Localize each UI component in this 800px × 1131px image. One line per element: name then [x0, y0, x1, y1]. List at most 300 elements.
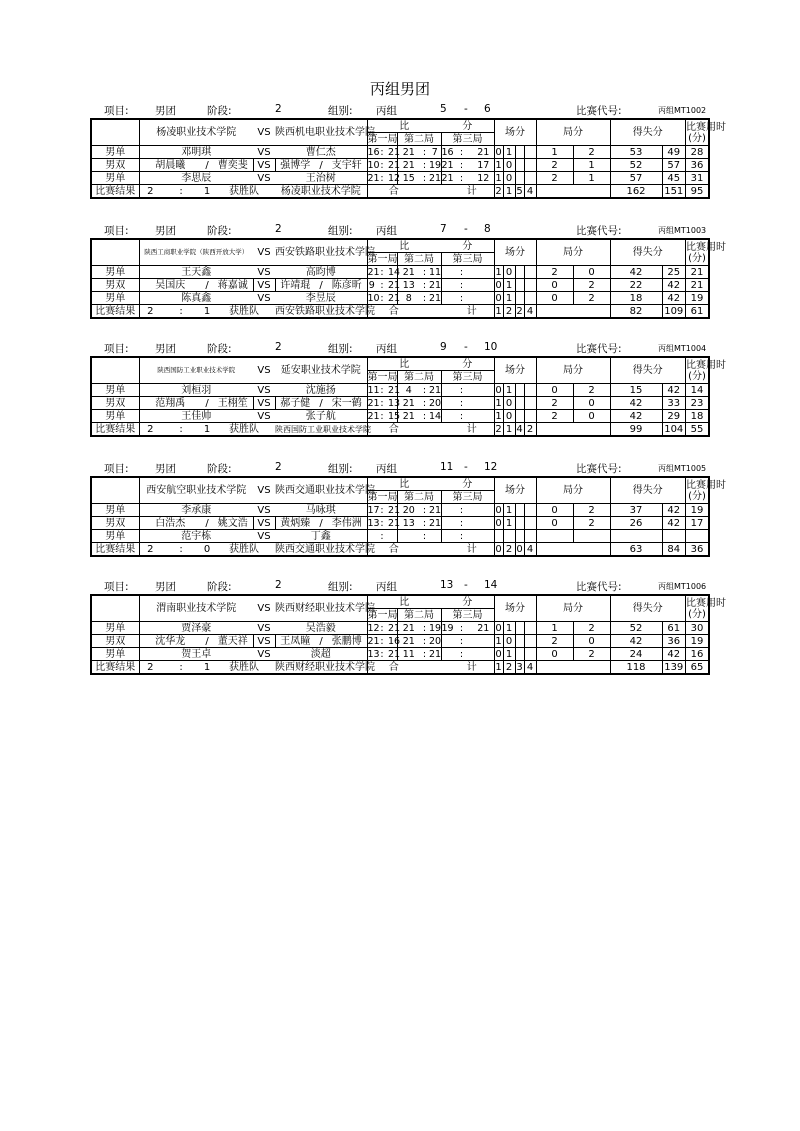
player-b1: 李昱辰 [275, 292, 367, 305]
total-spacer [536, 423, 610, 437]
points-a: 42 [610, 397, 662, 410]
field-score-empty [524, 648, 536, 661]
group-value: 丙组 [376, 105, 397, 117]
result-b: 0 [201, 543, 213, 557]
result-b: 1 [201, 661, 213, 675]
points-header: 得失分 [610, 477, 686, 504]
player-b1: 张子航 [275, 410, 367, 423]
colon: : [420, 292, 429, 305]
vs-label: VS [253, 595, 275, 622]
g1-score-a: 21 [367, 635, 380, 647]
time-cell: 21 [686, 279, 710, 292]
game-score-a: 2 [536, 172, 573, 185]
total-time: 36 [686, 543, 710, 557]
colon: : [376, 279, 388, 292]
total-field-a: 1 [495, 305, 502, 317]
total-spacer [536, 661, 610, 675]
field-score-b [503, 530, 515, 543]
slash: / [201, 635, 213, 648]
colon: : [420, 384, 429, 397]
field-score-empty [524, 530, 536, 543]
points-b: 57 [662, 159, 686, 172]
event-cell: 男单 [91, 146, 139, 159]
team-separator: - [464, 223, 468, 235]
event-cell: 男单 [91, 266, 139, 279]
field-score-b: 0 [503, 397, 515, 410]
total-points-a: 118 [610, 661, 662, 675]
project-value: 男团 [155, 581, 176, 593]
vs-label: VS [253, 159, 275, 172]
group-value: 丙组 [376, 463, 397, 475]
time-header [686, 119, 726, 146]
total-field-b: 2 [503, 305, 515, 319]
match-code-value: 丙组MT1004 [658, 344, 707, 353]
result-a: 2 [139, 305, 161, 319]
player-b1: 强博学 [275, 159, 315, 172]
game-score-a: 2 [536, 635, 573, 648]
field-score-header: 场分 [494, 357, 536, 384]
game-score-a: 0 [536, 292, 573, 305]
group-label: 组别: [328, 105, 353, 117]
colon: : [450, 279, 473, 292]
points-a: 52 [610, 159, 662, 172]
g2-score-b: 19 [429, 159, 442, 171]
points-a: 42 [610, 635, 662, 648]
vs-label: VS [253, 146, 275, 159]
vs-label: VS [253, 357, 275, 384]
total-field-b: 1 [503, 185, 515, 199]
team-a-number: 7 [440, 223, 447, 235]
result-a: 2 [139, 423, 161, 437]
g2-score-b: 7 [429, 146, 441, 159]
game-score-header: 局分 [536, 595, 610, 622]
g3-score-a: 21 [441, 159, 454, 171]
game-score-a: 1 [536, 146, 573, 159]
g1-score-b: 21 [388, 146, 401, 158]
field-score-empty [515, 292, 524, 305]
game2-header: 第二局 [397, 609, 441, 622]
time-header-line2: (分) [688, 490, 706, 502]
table-row [91, 266, 709, 279]
g3-score-b [473, 292, 494, 305]
g3-score-b [473, 648, 494, 661]
player-b1: 吴浩毅 [275, 622, 367, 635]
player-b1: 曹仁杰 [275, 146, 367, 159]
vs-label: VS [253, 517, 275, 530]
game-score-a: 1 [536, 622, 573, 635]
player-b1: 王凤瞳 [275, 635, 315, 648]
project-value: 男团 [155, 463, 176, 475]
g1-score-a: 21 [367, 410, 380, 422]
game-score-b: 1 [573, 159, 610, 172]
game-score-header: 局分 [536, 357, 610, 384]
field-score-empty [515, 517, 524, 530]
g1-score-b: 21 [388, 648, 401, 660]
vs-label: VS [253, 397, 275, 410]
game1-header: 第一局 [367, 609, 398, 621]
colon: : [450, 292, 473, 305]
school-a: 陕西国防工业职业技术学院 [139, 357, 253, 384]
event-cell: 男双 [91, 397, 139, 410]
group-label: 组别: [328, 581, 353, 593]
match-code-value: 丙组MT1003 [658, 226, 707, 235]
g2-score-a: 21 [397, 410, 420, 423]
field-score-empty [515, 146, 524, 159]
g1-score-a: 17 [367, 504, 380, 516]
g3-score-b [473, 397, 494, 410]
total-points-b: 139 [662, 661, 686, 675]
winner-label: 获胜队 [213, 661, 275, 675]
player-a1: 刘桓羽 [139, 384, 253, 397]
colon: : [161, 543, 201, 557]
match-info-line [90, 461, 710, 476]
g2-score-a: 13 [397, 517, 420, 530]
team-separator: - [464, 341, 468, 353]
time-cell: 19 [686, 292, 710, 305]
total-game-a: 2 [516, 305, 523, 317]
colon: : [420, 530, 429, 543]
stage-label: 阶段: [207, 343, 232, 355]
time-header-line2: (分) [688, 370, 706, 382]
header-row [91, 357, 709, 371]
stage-value: 2 [275, 341, 282, 353]
g2-score-a: 21 [397, 266, 420, 279]
table-row [91, 146, 709, 159]
g2-score-a: 20 [397, 504, 420, 517]
match-table [90, 238, 726, 319]
points-a: 37 [610, 504, 662, 517]
colon: : [376, 622, 388, 635]
field-score-empty [524, 635, 536, 648]
stage-label: 阶段: [207, 463, 232, 475]
player-b2: 宋一鹤 [327, 397, 367, 410]
game-score-b: 0 [573, 397, 610, 410]
colon: : [420, 146, 429, 159]
time-cell: 19 [686, 635, 710, 648]
field-score-a: 1 [495, 172, 502, 184]
g2-score-b: 21 [429, 384, 442, 396]
colon: : [376, 266, 388, 279]
g1-score-a: 21 [367, 172, 380, 184]
g1-score-a: 21 [367, 397, 380, 409]
score-header-left: 比 [367, 357, 441, 371]
event-cell: 男单 [91, 530, 139, 543]
total-field-a: 2 [495, 423, 502, 435]
g2-score-a [397, 530, 420, 543]
field-score-a: 0 [495, 279, 502, 291]
event-cell: 男双 [91, 279, 139, 292]
player-a1: 李思辰 [139, 172, 253, 185]
total-label-right: 计 [450, 661, 494, 675]
g3-score-a [441, 266, 450, 279]
match-info-line [90, 341, 710, 356]
total-spacer [536, 185, 610, 199]
game-score-a: 2 [536, 410, 573, 423]
colon: : [420, 648, 429, 661]
field-score-empty [515, 622, 524, 635]
match-info-line [90, 103, 710, 118]
winner-team: 陕西交通职业技术学院 [275, 543, 375, 555]
group-value: 丙组 [376, 343, 397, 355]
g2-score-b: 14 [429, 410, 442, 422]
g1-score-b: 21 [388, 517, 401, 529]
result-a: 2 [139, 543, 161, 557]
team-separator: - [464, 103, 468, 115]
field-score-a: 1 [495, 410, 502, 422]
match-code-label: 比赛代号: [576, 225, 622, 237]
player-b1: 淡超 [275, 648, 367, 661]
total-label-right: 计 [450, 543, 494, 557]
g3-score-a [441, 410, 450, 423]
time-header [686, 595, 726, 622]
player-b1: 王治树 [275, 172, 367, 185]
total-spacer [420, 543, 450, 557]
header-row [91, 595, 709, 609]
points-a: 22 [610, 279, 662, 292]
player-a1: 邓明琪 [139, 146, 253, 159]
g3-score-a [441, 530, 450, 543]
time-cell: 19 [686, 504, 710, 517]
slash: / [315, 635, 327, 648]
total-game-a: 0 [516, 543, 523, 555]
player-a1: 王天鑫 [139, 266, 253, 279]
field-score-header: 场分 [494, 119, 536, 146]
colon: : [376, 648, 388, 661]
colon: : [450, 648, 473, 661]
winner-team: 陕西国防工业职业技术学院 [275, 423, 367, 437]
player-a2: 王栩笙 [213, 397, 253, 410]
points-a: 57 [610, 172, 662, 185]
game-score-header: 局分 [536, 239, 610, 266]
player-b1: 丁鑫 [275, 530, 367, 543]
g1-score-a [367, 530, 376, 543]
game-score-a: 2 [536, 159, 573, 172]
game-score-b: 0 [573, 635, 610, 648]
result-label: 比赛结果 [91, 185, 139, 199]
player-a2: 蒋嘉诚 [213, 279, 253, 292]
team-a-number: 5 [440, 103, 447, 115]
event-cell: 男双 [91, 517, 139, 530]
field-score-empty [515, 504, 524, 517]
field-score-empty [515, 279, 524, 292]
colon: : [450, 384, 473, 397]
event-header [91, 357, 139, 384]
slash: / [201, 397, 213, 410]
g2-score-a: 21 [397, 397, 420, 410]
table-row [91, 279, 709, 292]
field-score-empty [524, 266, 536, 279]
total-spacer [536, 305, 610, 319]
vs-label: VS [253, 410, 275, 423]
field-score-empty [515, 266, 524, 279]
g3-score-a [441, 648, 450, 661]
time-cell: 16 [686, 648, 710, 661]
vs-label: VS [253, 635, 275, 648]
g3-score-b [473, 266, 494, 279]
points-b: 25 [662, 266, 686, 279]
vs-label: VS [253, 266, 275, 279]
colon: : [420, 635, 429, 648]
result-row [91, 661, 709, 675]
g3-score-b: 12 [473, 172, 494, 185]
g2-score-b: 20 [429, 635, 442, 647]
player-b2: 张鹏博 [327, 635, 367, 648]
g3-score-a [441, 384, 450, 397]
match-block [90, 579, 726, 675]
time-cell: 31 [686, 172, 710, 185]
points-header: 得失分 [610, 357, 685, 384]
table-row [91, 159, 709, 172]
slash: / [201, 279, 213, 292]
match-block [90, 461, 726, 557]
project-label: 项目: [104, 225, 129, 237]
game1-header: 第一局 [367, 491, 398, 503]
game-score-b: 0 [573, 410, 610, 423]
field-score-empty [524, 384, 536, 397]
match-code-label: 比赛代号: [576, 105, 622, 117]
field-score-a: 1 [495, 397, 502, 409]
result-row [91, 305, 709, 319]
player-a1: 胡晨曦 [139, 159, 201, 172]
slash: / [201, 517, 213, 530]
stage-value: 2 [275, 103, 282, 115]
slash: / [315, 517, 327, 530]
total-field-a: 1 [495, 661, 502, 673]
g1-score-a: 9 [368, 279, 375, 291]
g2-score-b: 21 [429, 292, 442, 304]
header-row [91, 119, 709, 133]
school-b: 陕西交通职业技术学院 [275, 477, 367, 504]
field-score-b: 0 [503, 159, 515, 172]
g3-score-a [441, 397, 450, 410]
player-b1: 高昀博 [275, 266, 367, 279]
field-score-a: 1 [495, 159, 502, 171]
time-header-line1: 比赛用时 [686, 359, 726, 371]
school-a: 西安航空职业技术学院 [139, 477, 253, 504]
g1-score-b: 21 [388, 292, 401, 304]
g2-score-b: 21 [429, 504, 442, 516]
total-points-a: 82 [610, 305, 662, 319]
total-time: 55 [686, 423, 710, 437]
g3-score-b [473, 530, 494, 543]
result-b: 1 [201, 305, 213, 319]
game-score-a [536, 530, 573, 543]
player-a2: 董天祥 [213, 635, 253, 648]
table-row [91, 172, 709, 185]
time-cell: 36 [686, 159, 710, 172]
time-cell: 23 [686, 397, 710, 410]
project-label: 项目: [104, 105, 129, 117]
g2-score-a: 13 [397, 279, 420, 292]
g1-score-a: 12 [367, 622, 380, 634]
result-label: 比赛结果 [91, 423, 139, 437]
game3-header: 第三局 [441, 253, 494, 266]
school-b: 陕西机电职业技术学院 [275, 119, 367, 146]
g3-score-a [441, 504, 450, 517]
field-score-empty [524, 504, 536, 517]
points-a: 15 [610, 384, 662, 397]
vs-label: VS [253, 477, 275, 504]
total-spacer [420, 423, 450, 437]
total-field-a: 0 [495, 543, 502, 555]
field-score-empty [524, 410, 536, 423]
total-points-b: 84 [662, 543, 686, 557]
project-value: 男团 [155, 225, 176, 237]
field-score-empty [515, 384, 524, 397]
total-label-right: 计 [450, 185, 494, 199]
result-label: 比赛结果 [91, 543, 139, 557]
school-b: 陕西财经职业技术学院 [275, 595, 367, 622]
match-table [90, 118, 726, 199]
vs-label: VS [253, 648, 275, 661]
game-score-b: 2 [573, 622, 610, 635]
project-label: 项目: [104, 581, 129, 593]
match-code-value: 丙组MT1005 [658, 464, 707, 473]
g2-score-a: 21 [397, 146, 420, 159]
field-score-header: 场分 [494, 239, 536, 266]
g1-score-a: 13 [367, 648, 380, 660]
g1-score-b: 21 [388, 384, 401, 396]
field-score-empty [515, 397, 524, 410]
total-points-a: 99 [610, 423, 662, 437]
points-b: 49 [662, 146, 686, 159]
game-score-a: 0 [536, 517, 573, 530]
field-score-empty [524, 517, 536, 530]
score-header-left: 比 [367, 477, 441, 491]
match-table [90, 476, 726, 557]
project-value: 男团 [155, 343, 176, 355]
field-score-b: 0 [503, 635, 515, 648]
g1-score-a: 13 [367, 517, 380, 529]
page-title: 丙组男团 [369, 80, 430, 98]
total-time: 61 [686, 305, 710, 319]
field-score-b: 0 [503, 172, 515, 185]
field-score-b: 1 [503, 504, 515, 517]
player-b1: 黄炳臻 [275, 517, 315, 530]
time-header [686, 477, 726, 504]
winner-label: 获胜队 [213, 543, 275, 557]
g1-score-b: 14 [388, 266, 401, 278]
game-score-b: 2 [573, 384, 610, 397]
event-header [91, 239, 139, 266]
match-table [90, 594, 726, 675]
g1-score-a: 21 [367, 266, 380, 278]
header-row [91, 239, 709, 253]
game-score-b: 2 [573, 648, 610, 661]
total-field-b: 2 [503, 661, 515, 675]
field-score-empty [515, 172, 524, 185]
field-score-a: 0 [495, 622, 502, 634]
vs-label: VS [253, 239, 275, 266]
colon: : [450, 146, 473, 159]
game-score-a: 0 [536, 279, 573, 292]
colon: : [420, 504, 429, 517]
field-score-a: 1 [495, 635, 502, 647]
project-value: 男团 [155, 105, 176, 117]
points-header: 得失分 [610, 119, 686, 146]
winner-team: 西安铁路职业技术学院 [275, 305, 375, 317]
table-row [91, 410, 709, 423]
player-b2: 陈彦昕 [327, 279, 367, 292]
time-header-line2: (分) [688, 608, 706, 620]
colon: : [450, 410, 473, 423]
event-header [91, 477, 139, 504]
total-spacer [420, 185, 450, 199]
colon: : [376, 530, 388, 543]
points-b [662, 530, 686, 543]
time-header-line1: 比赛用时 [686, 479, 726, 491]
colon: : [376, 397, 388, 410]
